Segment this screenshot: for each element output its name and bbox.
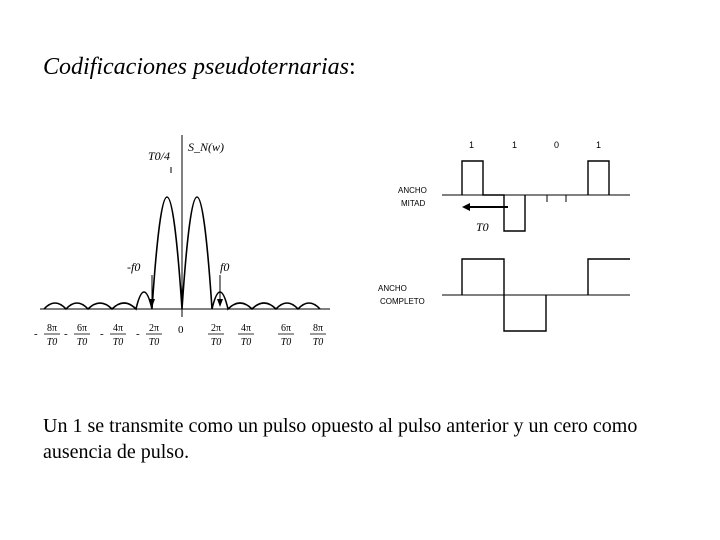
spectrum-function-label: S_N(w) <box>188 140 224 154</box>
tick-denominator: T0 <box>112 337 124 348</box>
spectrum-tick-label <box>34 323 60 348</box>
tick-sign: - <box>100 328 104 340</box>
pseudoternary-figure <box>30 125 680 355</box>
tick-sign: - <box>136 328 140 340</box>
tick-numerator: 6π <box>280 323 292 334</box>
tick-numerator: 2π <box>210 323 222 334</box>
tick-denominator: T0 <box>240 337 252 348</box>
tick-numerator: 8π <box>46 323 58 334</box>
spectrum-peak-label: T0/4 <box>148 149 171 163</box>
bit-label: 0 <box>554 140 560 150</box>
spectrum-tick-label <box>278 323 294 348</box>
tick-denominator: T0 <box>76 337 88 348</box>
tick-numerator: 8π <box>312 323 324 334</box>
waveform-diagram <box>378 140 630 331</box>
slide-title-italic: Codificaciones pseudoternarias <box>43 54 349 80</box>
half-width-label: MITAD <box>401 199 426 208</box>
spectrum-tick-label <box>238 323 254 348</box>
spectrum-zero-label: 0 <box>178 324 184 336</box>
bit-label: 1 <box>512 140 518 150</box>
tick-numerator: 4π <box>240 323 252 334</box>
spectrum-tick-label <box>310 323 326 348</box>
spectrum-pos-f0-label: f0 <box>220 260 230 274</box>
slide-title-colon: : <box>348 54 356 80</box>
full-width-label: COMPLETO <box>380 297 425 306</box>
tick-denominator: T0 <box>148 337 160 348</box>
spectrum-plot <box>34 135 330 348</box>
pos-f0-arrowhead <box>217 299 223 307</box>
tick-denominator: T0 <box>210 337 222 348</box>
period-label: T0 <box>476 220 489 234</box>
tick-numerator: 6π <box>76 323 88 334</box>
spectrum-tick-label <box>136 323 162 348</box>
spectrum-tick-label <box>64 323 90 348</box>
spectrum-tick-label <box>208 323 224 348</box>
bit-label: 1 <box>469 140 475 150</box>
tick-sign: - <box>64 328 68 340</box>
tick-denominator: T0 <box>280 337 292 348</box>
slide-title <box>43 54 356 81</box>
tick-denominator: T0 <box>312 337 324 348</box>
tick-numerator: 4π <box>112 323 124 334</box>
tick-numerator: 2π <box>148 323 160 334</box>
spectrum-tick-label <box>100 323 126 348</box>
slide-caption: Un 1 se transmite como un pulso opuesto al pulso anterior y un cero como ausencia de pulso. <box>43 415 638 463</box>
period-arrowhead <box>462 203 470 211</box>
half-width-label: ANCHO <box>398 186 427 195</box>
tick-sign: - <box>34 328 38 340</box>
bit-label: 1 <box>596 140 602 150</box>
spectrum-neg-f0-label: -f0 <box>127 260 141 274</box>
full-width-label: ANCHO <box>378 284 407 293</box>
tick-denominator: T0 <box>46 337 58 348</box>
